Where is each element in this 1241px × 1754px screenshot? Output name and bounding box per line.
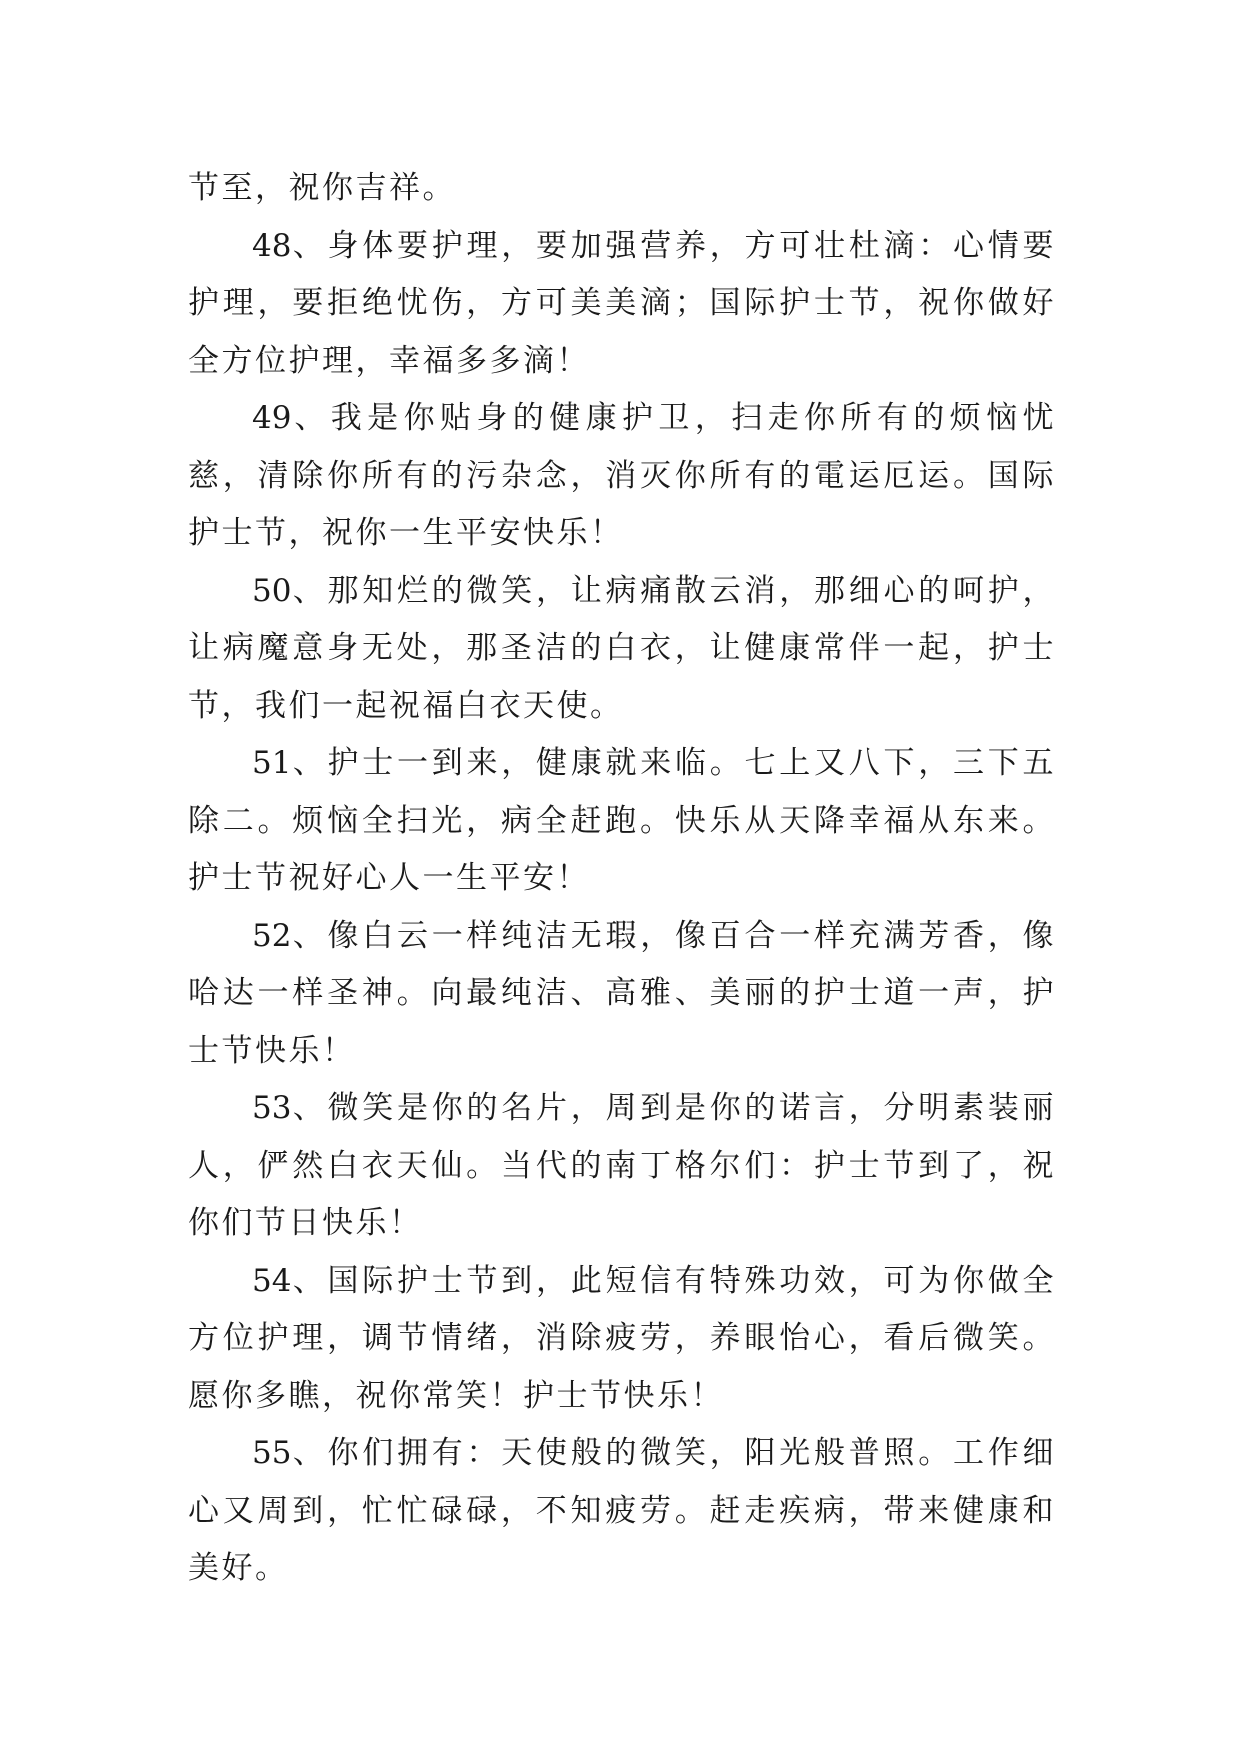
item-text: 、那知烂的微笑，让病痛散云消，那细心的呵护，让病魔意身无处，那圣洁的白衣，让健康常伴一起，护士节，我们一起祝福白衣天使。	[188, 572, 1056, 724]
list-item	[188, 1253, 1056, 1426]
item-number: 48	[252, 227, 292, 264]
item-number: 54	[252, 1262, 292, 1299]
list-item	[188, 1080, 1056, 1253]
item-number: 49	[252, 400, 292, 436]
list-item	[188, 218, 1056, 391]
lead-paragraph: 节至，祝你吉祥。	[188, 170, 456, 206]
item-number: 53	[252, 1090, 292, 1126]
list-item	[188, 563, 1056, 736]
item-text: 、像白云一样纯洁无瑕，像百合一样充满芳香，像哈达一样圣神。向最纯洁、高雅、美丽的护士道一声，护士节快乐！	[188, 917, 1056, 1069]
list-item	[188, 908, 1056, 1081]
item-text: 、我是你贴身的健康护卫，扫走你所有的烦恼忧慈，清除你所有的污杂念，消灭你所有的電运厄运。国际护士节，祝你一生平安快乐！	[188, 400, 1056, 551]
item-text: 、你们拥有：天使般的微笑，阳光般普照。工作细心又周到，忙忙碌碌，不知疲劳。赶走疾病，带来健康和美好。	[188, 1435, 1056, 1586]
list-item	[188, 390, 1056, 563]
item-text: 、国际护士节到，此短信有特殊功效，可为你做全方位护理，调节情绪，消除疲劳，养眼怡心，看后微笑。愿你多瞧，祝你常笑！护士节快乐！	[188, 1262, 1056, 1414]
item-text: 、身体要护理，要加强营养，方可壮杜滴：心情要护理，要拒绝忧伤，方可美美滴；国际护士节，祝你做好全方位护理，幸福多多滴！	[188, 227, 1056, 379]
item-text: 、微笑是你的名片，周到是你的诺言，分明素装丽人，俨然白衣天仙。当代的南丁格尔们：护士节到了，祝你们节日快乐！	[188, 1090, 1056, 1241]
item-number: 52	[252, 917, 292, 954]
item-text: 、护士一到来，健康就来临。七上又八下，三下五除二。烦恼全扫光，病全赶跑。快乐从天降幸福从东来。护士节祝好心人一生平安！	[188, 745, 1056, 896]
item-number: 55	[252, 1435, 292, 1471]
document-body	[188, 160, 1056, 1598]
list-item	[188, 1425, 1056, 1598]
item-number: 51	[252, 745, 292, 781]
list-item	[188, 735, 1056, 908]
item-number: 50	[252, 572, 292, 609]
